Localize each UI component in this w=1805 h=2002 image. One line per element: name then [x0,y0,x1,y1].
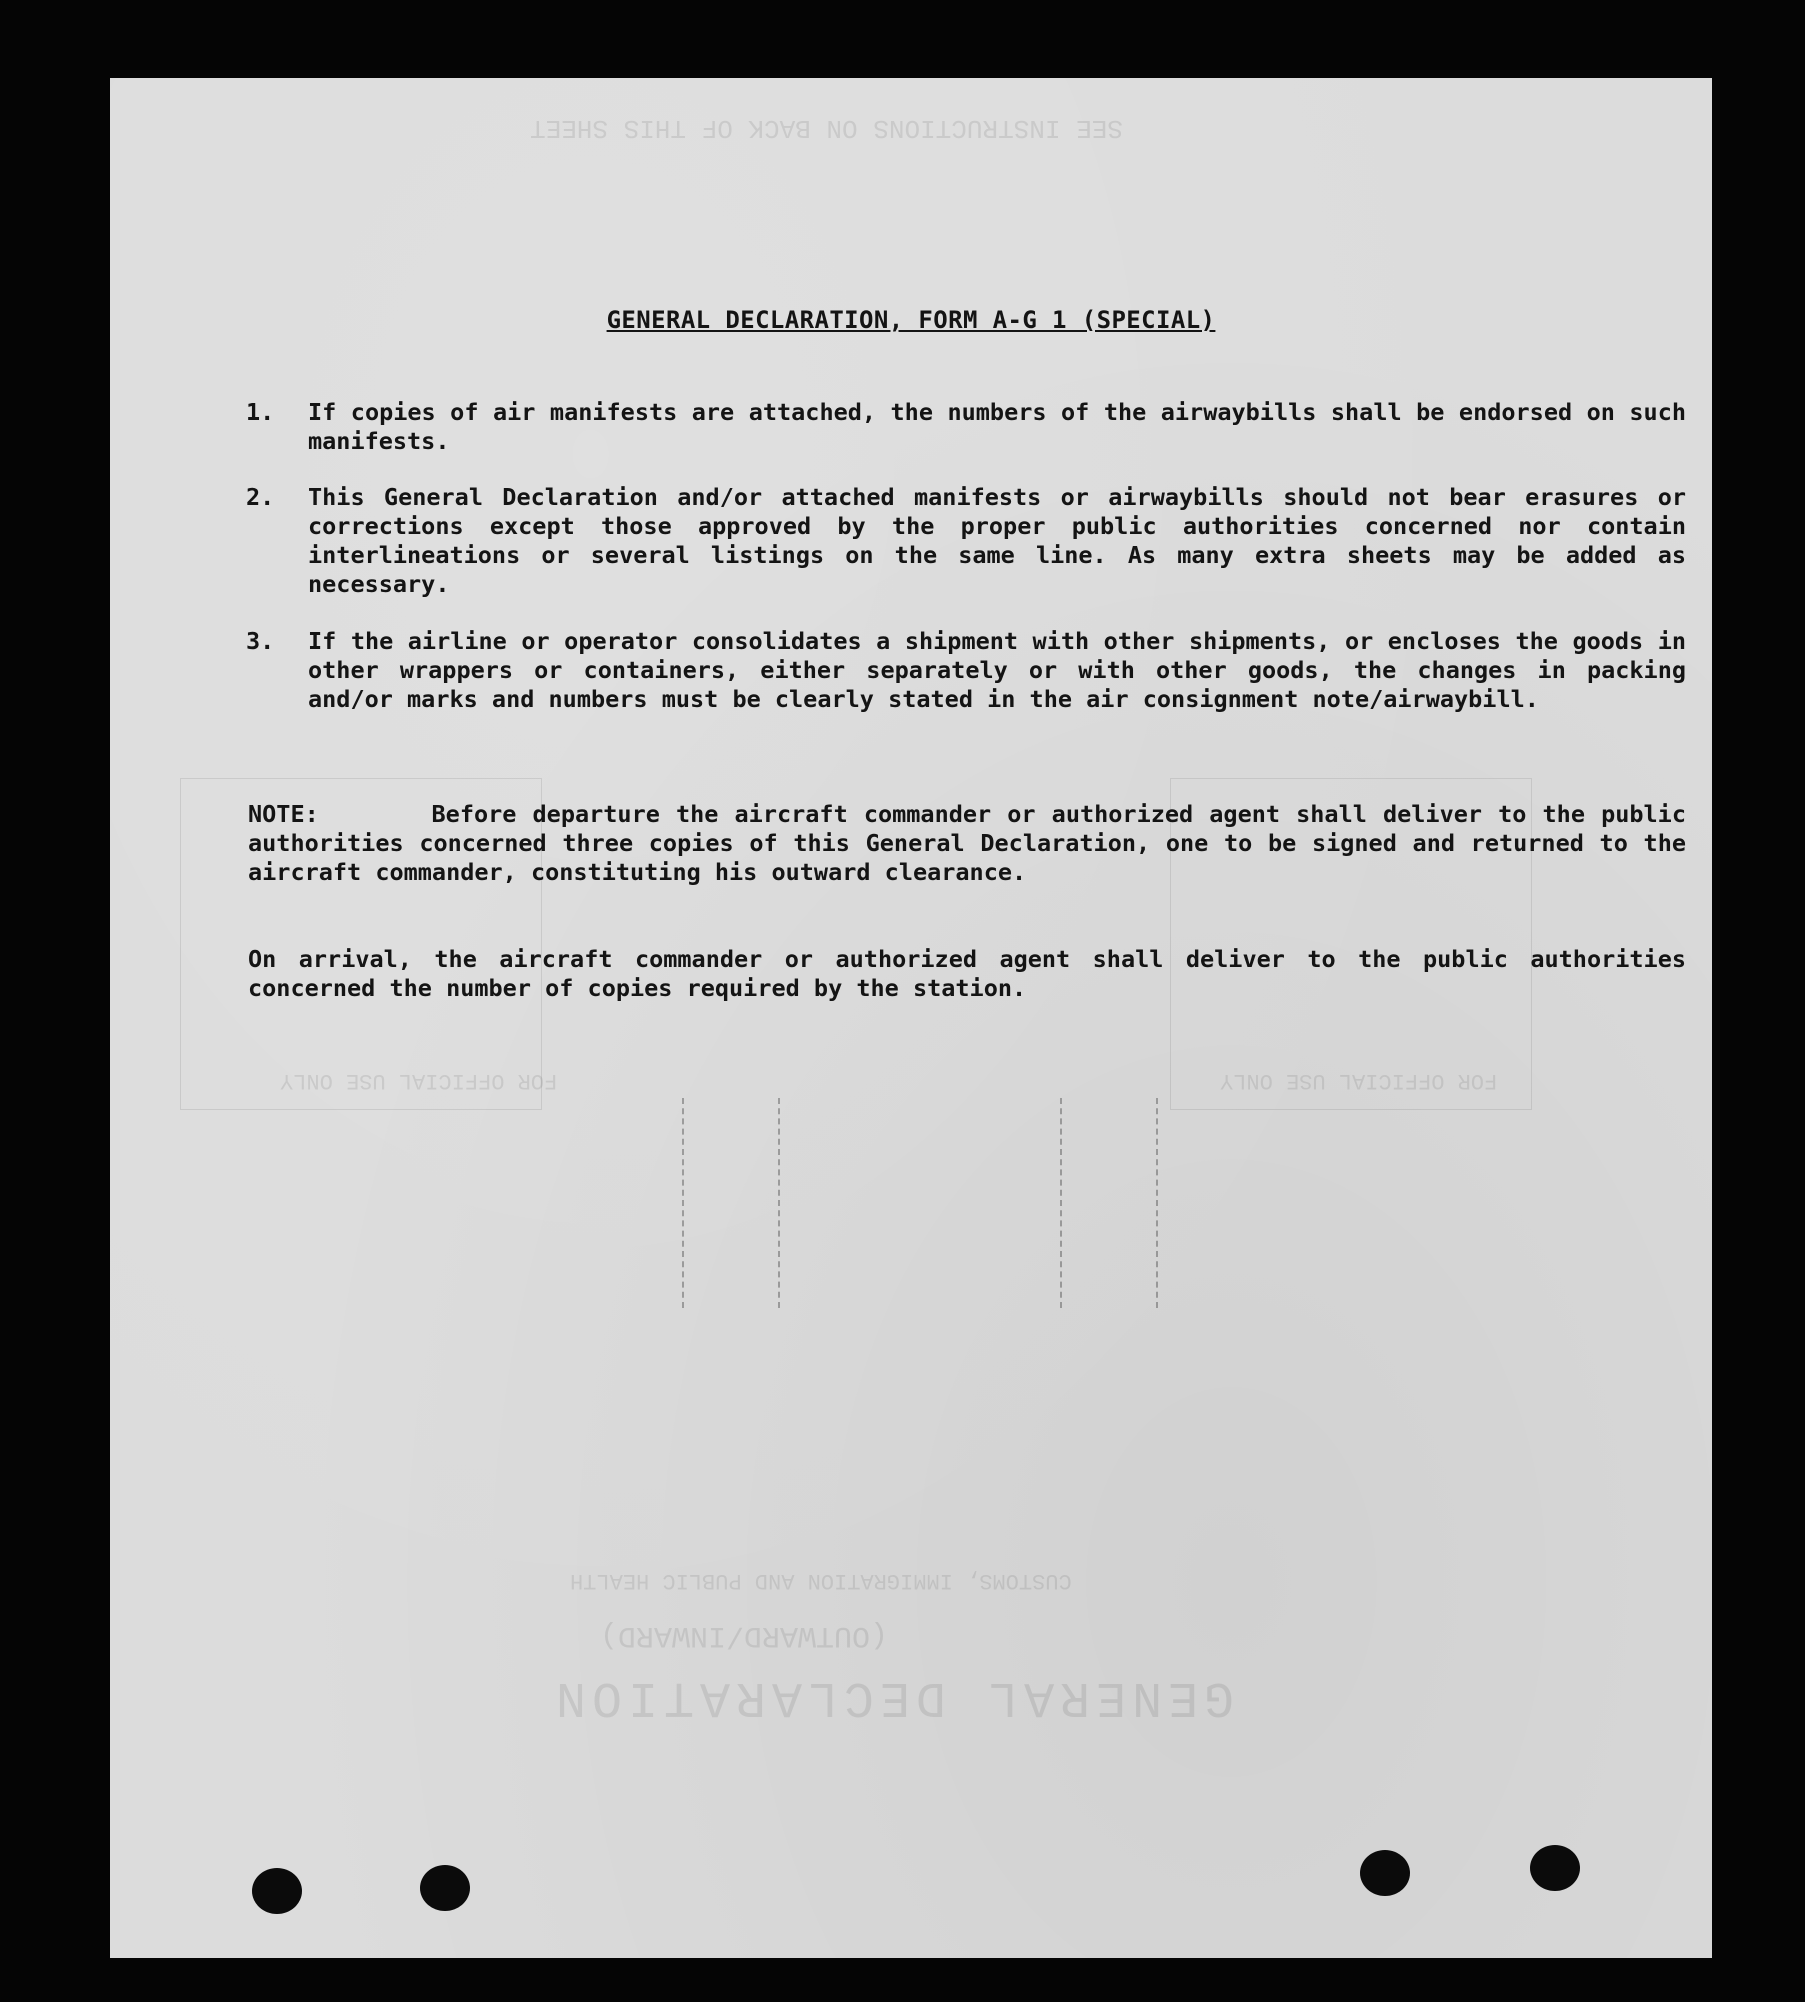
punch-hole-4 [1530,1845,1580,1891]
page-title: GENERAL DECLARATION, FORM A-G 1 (SPECIAL) [606,306,1216,334]
note-text: Before departure the aircraft commander or authorized agent shall deliver to the public authorities concerned three copies of this General Declaration, one to be signed and returned to the aircraft commander, constituting his outward clearance. [248,800,1686,886]
item-number: 2. [246,483,275,511]
bleed-through-subheading: (OUTWARD/INWARD) [600,1618,889,1652]
item-number: 1. [246,398,275,426]
bleed-through-line: CUSTOMS, IMMIGRATION AND PUBLIC HEALTH [570,1568,1072,1593]
bleed-through-heading: GENERAL DECLARATION [550,1668,1235,1725]
item-text: If copies of air manifests are attached, the numbers of the airwaybills shall be endorsed on such manifests. [308,398,1686,455]
instruction-item-1 [246,398,1686,456]
punch-hole-3 [1360,1850,1410,1896]
item-text: If the airline or operator consolidates a shipment with other shipments, or encloses the goods in other wrappers or containers, either separately or with other goods, the changes in packing and/or marks and numbers must be clearly stated in the air consignment note/airwaybill. [308,627,1686,713]
bleed-through-official-left: FOR OFFICIAL USE ONLY [280,1068,558,1093]
instruction-item-3 [246,627,1686,714]
punch-hole-1 [252,1868,302,1914]
punch-hole-2 [420,1865,470,1911]
bleed-through-official-right: FOR OFFICIAL USE ONLY [1220,1068,1498,1093]
note-paragraph [248,800,1686,887]
bleed-through-top: SEE INSTRUCTIONS ON BACK OF THIS SHEET [530,113,1123,143]
item-number: 3. [246,627,275,655]
arrival-paragraph: On arrival, the aircraft commander or authorized agent shall deliver to the public authorities concerned the number of copies required by the station. [248,945,1686,1002]
item-text: This General Declaration and/or attached manifests or airwaybills should not bear erasures or corrections except those approved by the proper public authorities concerned nor contain interlineations or several listings on the same line. As many extra sheets may be added as necessary. [308,483,1686,598]
instruction-item-2 [246,483,1686,599]
note-label: NOTE: [248,800,319,828]
document-page [110,78,1712,1958]
